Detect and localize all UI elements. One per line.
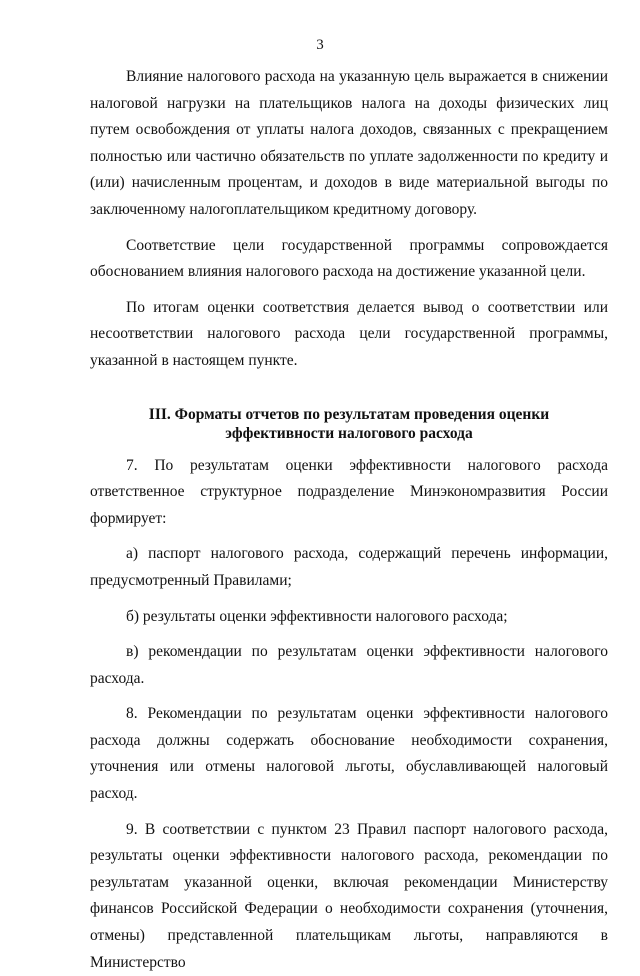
- document-body: [90, 64, 608, 976]
- paragraph-item-7: 7. По результатам оценки эффективности налогового расхода ответственное структурное подразделение Минэкономразвития России формирует:: [90, 456, 608, 527]
- paragraph-goal-compliance: Соответствие цели государственной программы сопровождается обоснованием влияния налогового расхода на достижение указанной цели.: [90, 236, 608, 281]
- paragraph-subitem-a: а) паспорт налогового расхода, содержащий перечень информации, предусмотренный Правилами;: [90, 545, 608, 589]
- section-heading: [90, 405, 608, 443]
- paragraph-item-8: 8. Рекомендации по результатам оценки эффективности налогового расхода должны содержать обоснование необходимости сохранения, уточнения или отмены налоговой льготы, обуславливающей налоговый расход.: [90, 705, 608, 803]
- page-number: 3: [316, 37, 324, 53]
- paragraph-tax-influence: Влияние налогового расхода на указанную цель выражается в снижении налоговой нагрузки на плательщиков налога на доходы физических лиц путем освобождения от уплаты налога доходов, связанных с прекращением полностью или частично обязательств по уплате задолженности по кредиту и (или) начисленным процентам, и доходов в виде материальной выгоды по заключенному налогоплательщиком кредитному договору.: [90, 68, 608, 218]
- paragraph-item-9: 9. В соответствии с пунктом 23 Правил паспорт налогового расхода, результаты оценки эффективности налогового расхода, рекомендации по результатам указанной оценки, включая рекомендации Министерству финансов Российской Федерации о необходимости сохранения (уточнения, отмены) представленной плательщикам льготы, направляются в Министерство: [90, 820, 608, 971]
- paragraph-compliance-conclusion: По итогам оценки соответствия делается вывод о соответствии или несоответствии налогового расхода цели государственной программы, указанной в настоящем пункте.: [90, 298, 608, 369]
- section-heading-line-1: III. Форматы отчетов по результатам проведения оценки: [148, 405, 550, 423]
- paragraph-subitem-b: б) результаты оценки эффективности налогового расхода;: [126, 607, 508, 625]
- section-heading-line-2: эффективности налогового расхода: [225, 424, 473, 442]
- paragraph-subitem-c: в) рекомендации по результатам оценки эффективности налогового расхода.: [90, 643, 608, 687]
